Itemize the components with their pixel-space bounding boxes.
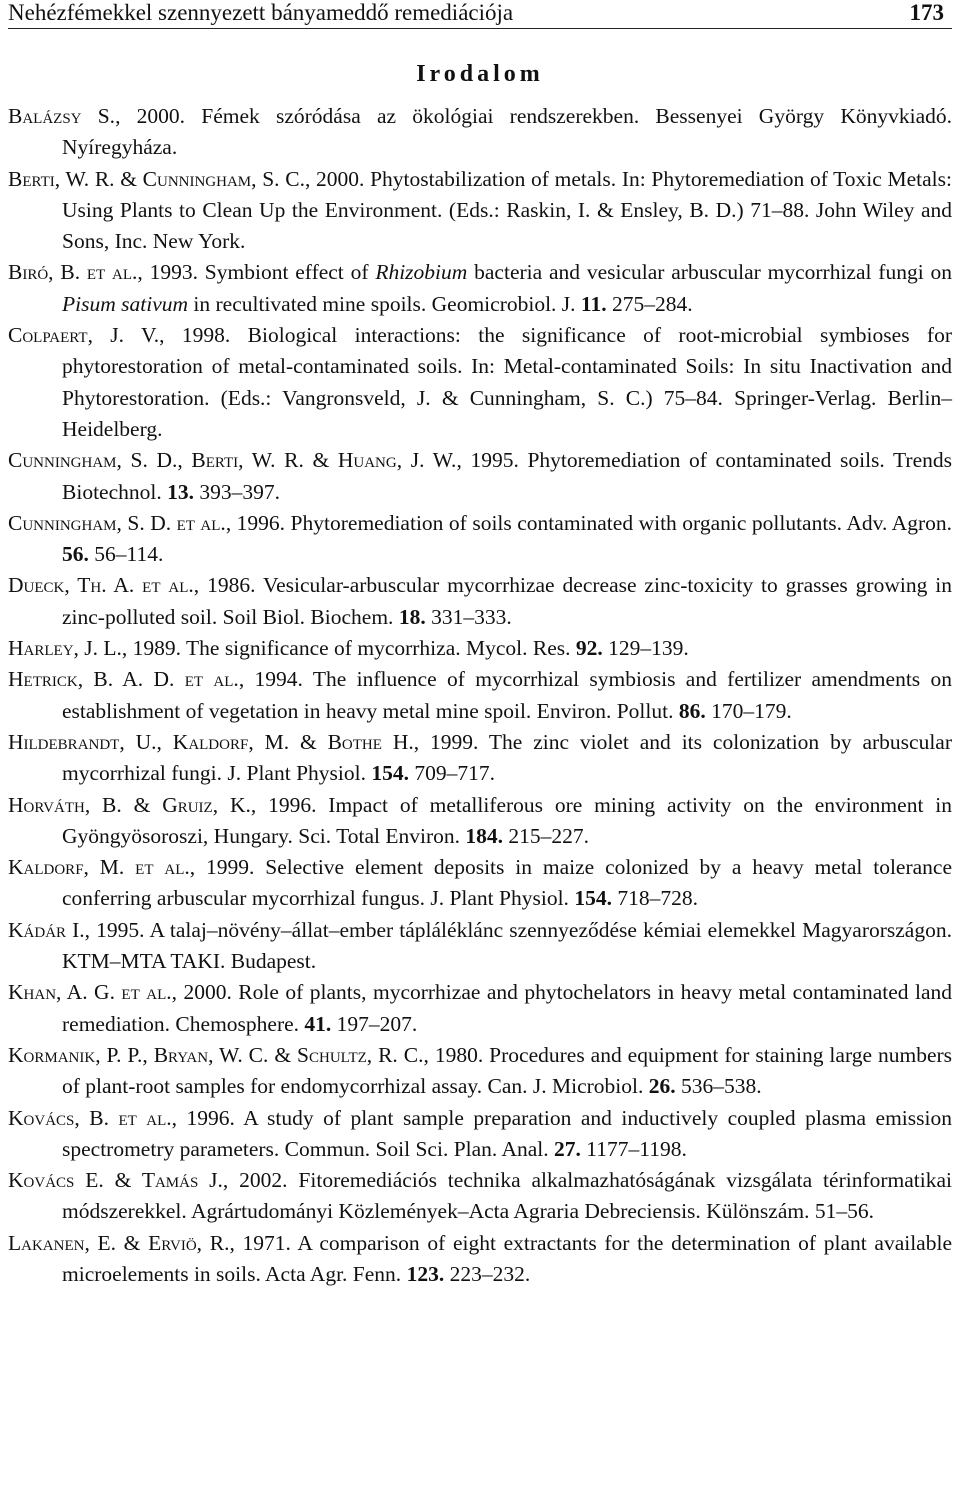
reference-text: , 1986. Vesicular-arbuscular mycorrhizae decrease zinc-toxicity to grasses growing in zinc-polluted soil. Soil Biol. Biochem. [62, 573, 952, 629]
section-title: Irodalom [416, 61, 544, 87]
reference-text: , 2002. Fitoremediációs technika alkalmazhatóságának vizsgálata térinformatikai módszerekkel. Agrártudományi Közlemények–Acta Agraria Debreciensis. Különszám. 51–56. [62, 1168, 952, 1224]
reference-authors: Harley, J. L. [8, 636, 122, 661]
reference-taxon: Pisum sativum [62, 291, 189, 316]
reference-text: , 1995. Phytoremediation of contaminated soils. Trends Biotechnol. [62, 448, 952, 504]
reference-pages: 223–232. [444, 1261, 531, 1286]
reference-entry [8, 1040, 952, 1103]
reference-authors: Kovács, B. et al. [8, 1105, 172, 1130]
reference-entry [8, 915, 952, 978]
reference-list [8, 101, 952, 1290]
reference-pages: 170–179. [705, 698, 792, 723]
reference-pages: 215–227. [503, 823, 589, 848]
reference-pages: 197–207. [331, 1011, 418, 1036]
reference-volume: 11. [580, 291, 607, 316]
reference-entry [8, 101, 952, 164]
reference-pages: 275–284. [606, 291, 693, 316]
reference-pages: 536–538. [675, 1074, 762, 1099]
reference-authors: Hetrick, B. A. D. et al. [8, 667, 239, 692]
reference-text: , 1998. Biological interactions: the significance of root-microbial symbioses for phytorestoration of metal-contaminated soils. In: Metal-contaminated Soils: In situ Inactivation and Phytorestoration. (Eds.: Vangronsveld, J. & Cunningham, S. C.) 75–84. Springer-Verlag. Berlin–Heidelberg. [62, 323, 952, 441]
reference-entry [8, 633, 952, 664]
reference-text: , 1996. Impact of metalliferous ore mining activity on the environment in Gyöngyösoroszi, Hungary. Sci. Total Environ. [62, 792, 952, 848]
reference-authors: Kaldorf, M. et al. [8, 855, 190, 880]
reference-text: , 1996. A study of plant sample preparation and inductively coupled plasma emission spectrometry parameters. Commun. Soil Sci. Plan. Anal. [62, 1105, 952, 1161]
page-number: 173 [909, 0, 944, 25]
reference-pages: 718–728. [611, 886, 698, 911]
reference-entry [8, 727, 952, 790]
reference-text: , 1996. Phytoremediation of soils contaminated with organic pollutants. Adv. Agron. [225, 510, 952, 535]
reference-text: , 2000. Fémek szóródása az ökológiai rendszerekben. Bessenyei György Könyvkiadó. Nyíregyháza. [62, 104, 952, 160]
reference-taxon: Rhizobium [375, 260, 468, 285]
reference-authors: Dueck, Th. A. et al. [8, 573, 194, 598]
reference-volume: 184. [465, 823, 503, 848]
reference-entry [8, 977, 952, 1040]
reference-authors: Cunningham, S. D., Berti, W. R. & Huang, J. W. [8, 448, 457, 473]
reference-entry [8, 664, 952, 727]
reference-text: , 1980. Procedures and equipment for staining large numbers of plant-root samples for endomycorrhizal assay. Can. J. Microbiol. [62, 1042, 953, 1099]
reference-text: , 1999. Selective element deposits in maize colonized by a heavy metal tolerance conferring arbuscular mycorrhizal fungus. J. Plant Physiol. [62, 855, 952, 911]
running-header [8, 0, 952, 29]
reference-text: in recultivated mine spoils. Geomicrobiol. J. [188, 291, 581, 316]
reference-volume: 18. [398, 604, 426, 629]
reference-authors: Horváth, B. & Gruiz, K. [8, 792, 251, 817]
reference-entry [8, 1165, 952, 1228]
reference-pages: 709–717. [408, 761, 495, 786]
reference-text: , 2000. Phytostabilization of metals. In: Phytoremediation of Toxic Metals: Using Plants to Clean Up the Environment. (Eds.: Raskin, I. & Ensley, B. D.) 71–88. John Wiley and Sons, Inc. New York. [62, 166, 952, 254]
reference-authors: Kádár I. [8, 917, 85, 942]
reference-volume: 86. [678, 698, 706, 723]
reference-text: , 1994. The influence of mycorrhizal symbiosis and fertilizer amendments on establishment of vegetation in heavy metal mine spoil. Environ. Pollut. [62, 667, 953, 723]
reference-volume: 92. [575, 636, 603, 661]
reference-volume: 41. [304, 1011, 332, 1036]
reference-pages: 393–397. [193, 479, 280, 504]
reference-text: , 1993. Symbiont effect of [137, 260, 376, 285]
reference-volume: 56. [62, 542, 89, 567]
reference-authors: Kovács E. & Tamás J. [8, 1168, 223, 1193]
reference-entry [8, 852, 952, 915]
reference-pages: 129–139. [602, 636, 689, 661]
reference-entry [8, 1103, 952, 1166]
reference-entry [8, 320, 952, 445]
reference-entry [8, 257, 952, 320]
reference-entry [8, 570, 952, 633]
reference-entry [8, 445, 952, 508]
reference-volume: 154. [371, 761, 409, 786]
reference-text: , 2000. Role of plants, mycorrhizae and phytochelators in heavy metal contaminated land remediation. Chemosphere. [62, 980, 952, 1036]
reference-entry [8, 508, 952, 571]
reference-text: , 1971. A comparison of eight extractants for the determination of plant available microelements in soils. Acta Agr. Fenn. [62, 1230, 952, 1286]
reference-volume: 26. [648, 1074, 676, 1099]
reference-volume: 27. [554, 1136, 581, 1161]
reference-entry [8, 790, 952, 853]
reference-text: bacteria and vesicular arbuscular mycorrhizal fungi on [467, 260, 952, 285]
reference-text: , 1999. The zinc violet and its colonization by arbuscular mycorrhizal fungi. J. Plant Physiol. [62, 729, 953, 786]
reference-pages: 56–114. [88, 542, 164, 567]
reference-authors: Berti, W. R. & Cunningham, S. C. [8, 166, 305, 191]
reference-authors: Khan, A. G. et al. [8, 980, 172, 1005]
reference-authors: Balázsy S. [8, 104, 116, 128]
reference-entry [8, 164, 952, 258]
reference-authors: Colpaert, J. V. [8, 323, 160, 348]
reference-authors: Kormanik, P. P., Bryan, W. C. & Schultz, R. C. [8, 1042, 424, 1067]
reference-volume: 154. [574, 886, 612, 911]
running-title: Nehézfémekkel szennyezett bányameddő remediációja [8, 0, 514, 25]
reference-entry [8, 1228, 952, 1291]
reference-volume: 123. [406, 1261, 445, 1286]
reference-volume: 13. [167, 479, 194, 504]
reference-pages: 331–333. [425, 604, 512, 629]
reference-authors: Lakanen, E. & Erviö, R. [8, 1230, 230, 1255]
reference-authors: Cunningham, S. D. et al. [8, 510, 226, 535]
reference-pages: 1177–1198. [580, 1136, 687, 1161]
reference-text: , 1995. A talaj–növény–állat–ember tápláléklánc szennyeződése kémiai elemekkel Magyarországon. KTM–MTA TAKI. Budapest. [62, 917, 952, 974]
reference-text: , 1989. The significance of mycorrhiza. Mycol. Res. [121, 636, 576, 661]
reference-authors: Biró, B. et al. [8, 260, 138, 285]
reference-authors: Hildebrandt, U., Kaldorf, M. & Bothe H. [8, 729, 414, 754]
